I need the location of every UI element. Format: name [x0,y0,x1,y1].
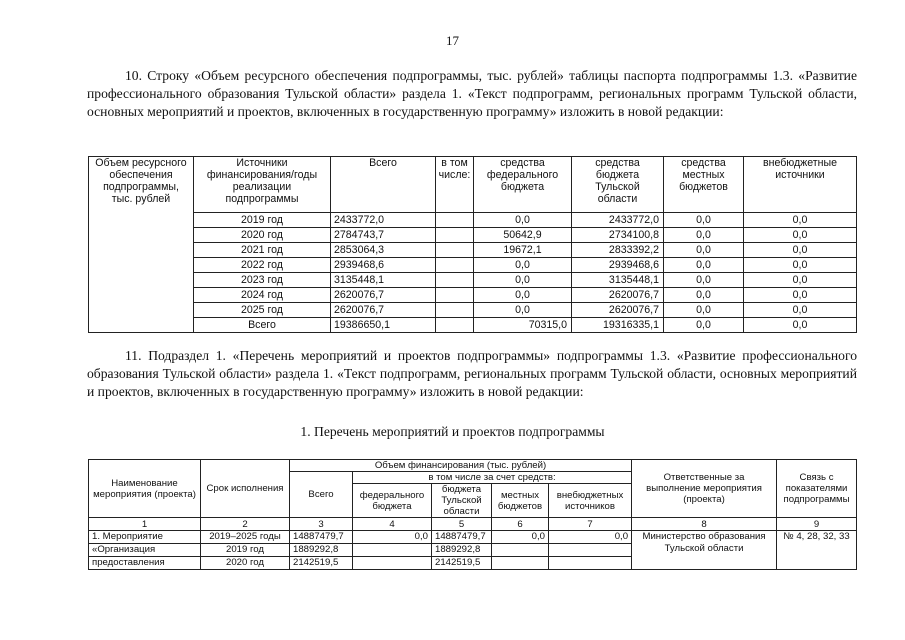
header-regional: средства бюджета Тульской области [572,157,664,213]
empty-cell [436,213,474,228]
link-cell: № 4, 28, 32, 33 [777,531,857,570]
col-number: 4 [353,518,432,531]
header-responsible: Ответственные за выполнение мероприятия (проекта) [632,460,777,518]
section-heading: 1. Перечень мероприятий и проектов подпрограммы [300,424,605,439]
table-row [89,303,857,318]
local-cell: 0,0 [664,243,744,258]
regional-cell: 2433772,0 [572,213,664,228]
total-cell: 2784743,7 [331,228,436,243]
federal-cell: 0,0 [474,273,572,288]
regional-cell: 2142519,5 [432,557,492,570]
measure-name-cell: 1. Мероприятие [89,531,201,544]
empty-cell [436,273,474,288]
local-cell: 0,0 [664,228,744,243]
extra-cell: 0,0 [744,273,857,288]
federal-cell: 0,0 [474,288,572,303]
col-number: 2 [201,518,290,531]
header-link: Связь с показателями подпрограммы [777,460,857,518]
empty-cell [436,303,474,318]
responsible-cell: Министерство образования Тульской области [632,531,777,570]
local-cell: 0,0 [492,531,549,544]
empty-cell [436,318,474,333]
regional-cell: 3135448,1 [572,273,664,288]
col-number: 3 [290,518,353,531]
federal-cell [353,544,432,557]
period-cell: 2019 год [201,544,290,557]
local-cell: 0,0 [664,258,744,273]
total-cell: 3135448,1 [331,273,436,288]
header-including: в том числе за счет средств: [353,472,632,484]
regional-cell: 2620076,7 [572,288,664,303]
extra-cell: 0,0 [744,243,857,258]
regional-cell: 2833392,2 [572,243,664,258]
measures-table [88,459,857,570]
measures-header-row-1 [89,460,857,472]
total-cell: 2433772,0 [331,213,436,228]
extra-cell [549,544,632,557]
header-federal: федерального бюджета [353,484,432,518]
paragraph-10-text: 10. Строку «Объем ресурсного обеспечения подпрограммы, тыс. рублей» таблицы паспорта подпрограммы 1.3. «Развитие профессионального образования Тульской области» раздела 1. «Текст подпрограмм, региональных программ Тульской области, основных мероприятий и проектов, включенных в государственную программу» изложить в новой редакции: [87,68,857,120]
extra-cell [549,557,632,570]
column-numbers-row [89,518,857,531]
regional-cell: 14887479,7 [432,531,492,544]
total-cell: 2142519,5 [290,557,353,570]
local-cell: 0,0 [664,318,744,333]
resource-table [88,156,857,333]
local-cell [492,544,549,557]
local-cell [492,557,549,570]
total-cell: 2853064,3 [331,243,436,258]
total-cell: 2939468,6 [331,258,436,273]
table-row [89,213,857,228]
local-cell: 0,0 [664,273,744,288]
col-number: 8 [632,518,777,531]
table-row [89,288,857,303]
year-cell: 2021 год [194,243,331,258]
extra-cell: 0,0 [549,531,632,544]
paragraph-11-text: 11. Подраздел 1. «Перечень мероприятий и проектов подпрограммы» подпрограммы 1.3. «Развитие профессионального образования Тульской области» раздела 1. «Текст подпрограмм, региональных программ Тульской области, основных мероприятий и проектов, включенных в государственную программу» изложить в новой редакции: [87,348,857,400]
col-number: 6 [492,518,549,531]
empty-cell [436,258,474,273]
year-cell: 2022 год [194,258,331,273]
header-total: Всего [331,157,436,213]
paragraph-10 [87,67,857,122]
measure-name-cell: «Организация [89,544,201,557]
extra-cell: 0,0 [744,258,857,273]
regional-cell: 1889292,8 [432,544,492,557]
total-cell: 19386650,1 [331,318,436,333]
year-cell: Всего [194,318,331,333]
col-number: 5 [432,518,492,531]
total-cell: 1889292,8 [290,544,353,557]
local-cell: 0,0 [664,288,744,303]
extra-cell: 0,0 [744,288,857,303]
total-cell: 2620076,7 [331,303,436,318]
empty-cell [436,243,474,258]
table-row [89,258,857,273]
regional-cell: 2939468,6 [572,258,664,273]
page-number: 17 [446,33,459,48]
period-cell: 2020 год [201,557,290,570]
extra-cell: 0,0 [744,228,857,243]
header-total: Всего [290,472,353,518]
extra-cell: 0,0 [744,213,857,228]
resource-table-header [89,157,857,213]
header-including: в том числе: [436,157,474,213]
federal-cell: 50642,9 [474,228,572,243]
local-cell: 0,0 [664,303,744,318]
table-row [89,228,857,243]
header-period: Срок исполнения [201,460,290,518]
header-name: Наименование мероприятия (проекта) [89,460,201,518]
year-cell: 2024 год [194,288,331,303]
local-cell: 0,0 [664,213,744,228]
federal-cell [353,557,432,570]
table-row [89,531,857,544]
header-volume: Объем финансирования (тыс. рублей) [290,460,632,472]
table-row-total [89,318,857,333]
table-row [89,243,857,258]
resource-volume-label: Объем ресурсного обеспечения подпрограммы, тыс. рублей [89,157,194,333]
col-number: 9 [777,518,857,531]
header-federal: средства федерального бюджета [474,157,572,213]
header-extra: внебюджетные источники [744,157,857,213]
year-cell: 2020 год [194,228,331,243]
total-cell: 14887479,7 [290,531,353,544]
header-extra: внебюджетных источников [549,484,632,518]
paragraph-11 [87,347,857,402]
federal-cell: 19672,1 [474,243,572,258]
regional-cell: 19316335,1 [572,318,664,333]
total-cell: 2620076,7 [331,288,436,303]
period-cell: 2019–2025 годы [201,531,290,544]
federal-cell: 70315,0 [474,318,572,333]
year-cell: 2023 год [194,273,331,288]
federal-cell: 0,0 [353,531,432,544]
empty-cell [436,228,474,243]
header-regional: бюджета Тульской области [432,484,492,518]
federal-cell: 0,0 [474,213,572,228]
measure-name-cell: предоставления [89,557,201,570]
federal-cell: 0,0 [474,303,572,318]
year-cell: 2019 год [194,213,331,228]
empty-cell [436,288,474,303]
header-local: средства местных бюджетов [664,157,744,213]
extra-cell: 0,0 [744,318,857,333]
col-number: 1 [89,518,201,531]
header-local: местных бюджетов [492,484,549,518]
regional-cell: 2620076,7 [572,303,664,318]
extra-cell: 0,0 [744,303,857,318]
regional-cell: 2734100,8 [572,228,664,243]
table-row [89,273,857,288]
federal-cell: 0,0 [474,258,572,273]
header-sources: Источники финансирования/годы реализации подпрограммы [194,157,331,213]
year-cell: 2025 год [194,303,331,318]
col-number: 7 [549,518,632,531]
